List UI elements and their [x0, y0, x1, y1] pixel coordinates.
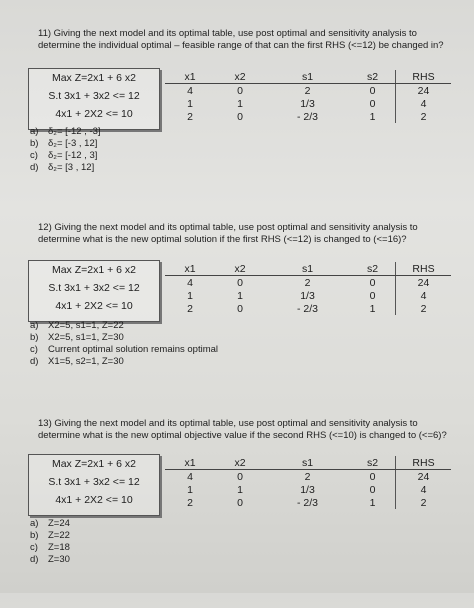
choice-text: Z=18: [48, 542, 70, 553]
choice-text: X1=5, s2=1, Z=30: [48, 356, 124, 367]
table-cell: 2: [304, 84, 311, 97]
table-cell: 0: [237, 110, 243, 123]
table-cell: 0: [369, 470, 376, 483]
optimal-table: [165, 70, 451, 123]
choice-text: Z=24: [48, 518, 70, 529]
column-header: x1: [165, 70, 215, 84]
table-cell: 1: [187, 289, 193, 302]
table-cell: 0: [237, 84, 243, 97]
table-cell: 1: [237, 483, 243, 496]
model-box: [28, 260, 160, 322]
column-header: x2: [215, 262, 265, 276]
choice-letter: a): [30, 518, 39, 529]
table-cell: 0: [369, 84, 376, 97]
table-cell: 2: [396, 302, 452, 315]
question-header: 12) Giving the next model and its optimal table, use post optimal and sensitivity analysis to determine what is the new optimal solution if the first RHS (<=12) is changed to (<=16)?: [38, 222, 418, 245]
column-header: s2: [350, 262, 396, 276]
table-cell: 0: [369, 276, 376, 289]
column-header: x2: [215, 70, 265, 84]
table-cell: 2: [187, 302, 193, 315]
answer-choice[interactable]: [30, 542, 70, 554]
choice-letter: d): [30, 162, 39, 173]
choice-text: Current optimal solution remains optimal: [48, 344, 219, 355]
table-header-row: [165, 262, 451, 276]
table-cell: 4: [396, 483, 452, 496]
table-cell: 2: [396, 110, 452, 123]
choice-text: δ₂= [-12 , -3]: [48, 126, 101, 137]
answer-choice[interactable]: [30, 150, 101, 162]
table-row: [165, 483, 451, 496]
model-constraint-2: 4x1 + 2X2 <= 10: [55, 108, 133, 120]
table-row: [165, 97, 451, 110]
choice-text: δ₂= [-3 , 12]: [48, 138, 98, 149]
answer-choice[interactable]: [30, 356, 218, 368]
model-objective: Max Z=2x1 + 6 x2: [51, 264, 137, 276]
optimal-table: [165, 262, 451, 315]
table-header-row: [165, 70, 451, 84]
column-header: x1: [165, 262, 215, 276]
answer-choice[interactable]: [30, 518, 70, 530]
table-row: [165, 289, 451, 302]
model-constraint-2: 4x1 + 2X2 <= 10: [55, 494, 133, 506]
choice-text: δ₂= [3 , 12]: [48, 162, 95, 173]
table-cell: 1: [369, 496, 376, 509]
choice-letter: a): [30, 126, 39, 137]
table-row: [165, 84, 451, 98]
question-11: [0, 28, 474, 218]
optimal-table: [165, 456, 451, 509]
table-cell: 4: [396, 97, 452, 110]
table-cell: 0: [237, 470, 243, 483]
table-cell: 0: [369, 289, 376, 302]
choice-text: X2=5, s1=1, Z=30: [48, 332, 124, 343]
table-cell: 4: [187, 84, 193, 97]
table-cell: 1: [237, 289, 243, 302]
table-cell: 0: [369, 97, 376, 110]
answer-choices: [30, 126, 101, 174]
column-header: RHS: [396, 456, 452, 470]
column-header: s1: [265, 70, 350, 84]
table-cell: 0: [237, 496, 243, 509]
model-objective: Max Z=2x1 + 6 x2: [51, 458, 137, 470]
question-12: [0, 222, 474, 412]
column-header: x2: [215, 456, 265, 470]
model-objective: Max Z=2x1 + 6 x2: [51, 72, 137, 84]
table-cell: - 2/3: [296, 110, 318, 123]
table-cell: 4: [187, 276, 193, 289]
table-cell: 2: [304, 470, 311, 483]
model-constraint-1: S.t 3x1 + 3x2 <= 12: [48, 90, 140, 102]
table-cell: 1: [369, 302, 376, 315]
column-header: RHS: [396, 262, 452, 276]
answer-choice[interactable]: [30, 332, 218, 344]
table-cell: 4: [396, 289, 452, 302]
table-cell: 1: [237, 97, 243, 110]
table-cell: 1: [369, 110, 376, 123]
answer-choice[interactable]: [30, 162, 101, 174]
choice-letter: b): [30, 332, 39, 343]
answer-choice[interactable]: [30, 126, 101, 138]
question-header: 13) Giving the next model and its optimal table, use post optimal and sensitivity analysis to determine what is the new optimal objective value if the second RHS (<=10) is changed to (<=6)?: [38, 418, 447, 441]
answer-choice[interactable]: [30, 344, 218, 356]
table-row: [165, 276, 451, 290]
choice-letter: d): [30, 356, 39, 367]
table-cell: 4: [187, 470, 193, 483]
choice-letter: d): [30, 554, 39, 565]
table-cell: 24: [396, 470, 452, 484]
table-cell: 1: [187, 483, 193, 496]
choice-letter: c): [30, 150, 38, 161]
column-header: x1: [165, 456, 215, 470]
table-cell: 0: [237, 276, 243, 289]
answer-choice[interactable]: [30, 554, 70, 566]
choice-letter: c): [30, 542, 38, 553]
table-cell: - 2/3: [296, 302, 318, 315]
table-row: [165, 110, 451, 123]
column-header: s2: [350, 456, 396, 470]
table-cell: 0: [369, 483, 376, 496]
model-constraint-1: S.t 3x1 + 3x2 <= 12: [48, 476, 140, 488]
model-box: [28, 454, 160, 516]
table-row: [165, 496, 451, 509]
model-constraint-2: 4x1 + 2X2 <= 10: [55, 300, 133, 312]
answer-choice[interactable]: [30, 530, 70, 542]
table-cell: 0: [237, 302, 243, 315]
question-13: [0, 418, 474, 608]
model-box: [28, 68, 160, 130]
column-header: s2: [350, 70, 396, 84]
table-cell: 2: [304, 276, 311, 289]
table-cell: 24: [396, 276, 452, 290]
table-cell: 1/3: [300, 97, 315, 110]
choice-letter: a): [30, 320, 39, 331]
table-row: [165, 470, 451, 484]
column-header: s1: [265, 262, 350, 276]
answer-choice[interactable]: [30, 320, 218, 332]
column-header: s1: [265, 456, 350, 470]
table-cell: 2: [187, 496, 193, 509]
answer-choice[interactable]: [30, 138, 101, 150]
table-cell: 2: [396, 496, 452, 509]
table-cell: 2: [187, 110, 193, 123]
table-cell: 1/3: [300, 483, 315, 496]
table-cell: 1/3: [300, 289, 315, 302]
answer-choices: [30, 320, 218, 368]
choice-text: δ₂= [-12 , 3]: [48, 150, 98, 161]
choice-letter: b): [30, 138, 39, 149]
choice-text: X2=5, s1=1, Z=22: [48, 320, 124, 331]
choice-text: Z=22: [48, 530, 70, 541]
model-constraint-1: S.t 3x1 + 3x2 <= 12: [48, 282, 140, 294]
table-cell: 24: [396, 84, 452, 98]
table-cell: - 2/3: [296, 496, 318, 509]
question-header: 11) Giving the next model and its optimal table, use post optimal and sensitivity analysis to determine the individual optimal – feasible range of that can the first RHS (<=12) be changed in?: [38, 28, 444, 51]
choice-letter: b): [30, 530, 39, 541]
table-cell: 1: [187, 97, 193, 110]
answer-choices: [30, 518, 70, 566]
choice-text: Z=30: [48, 554, 70, 565]
table-row: [165, 302, 451, 315]
table-header-row: [165, 456, 451, 470]
column-header: RHS: [396, 70, 452, 84]
choice-letter: c): [30, 344, 38, 355]
